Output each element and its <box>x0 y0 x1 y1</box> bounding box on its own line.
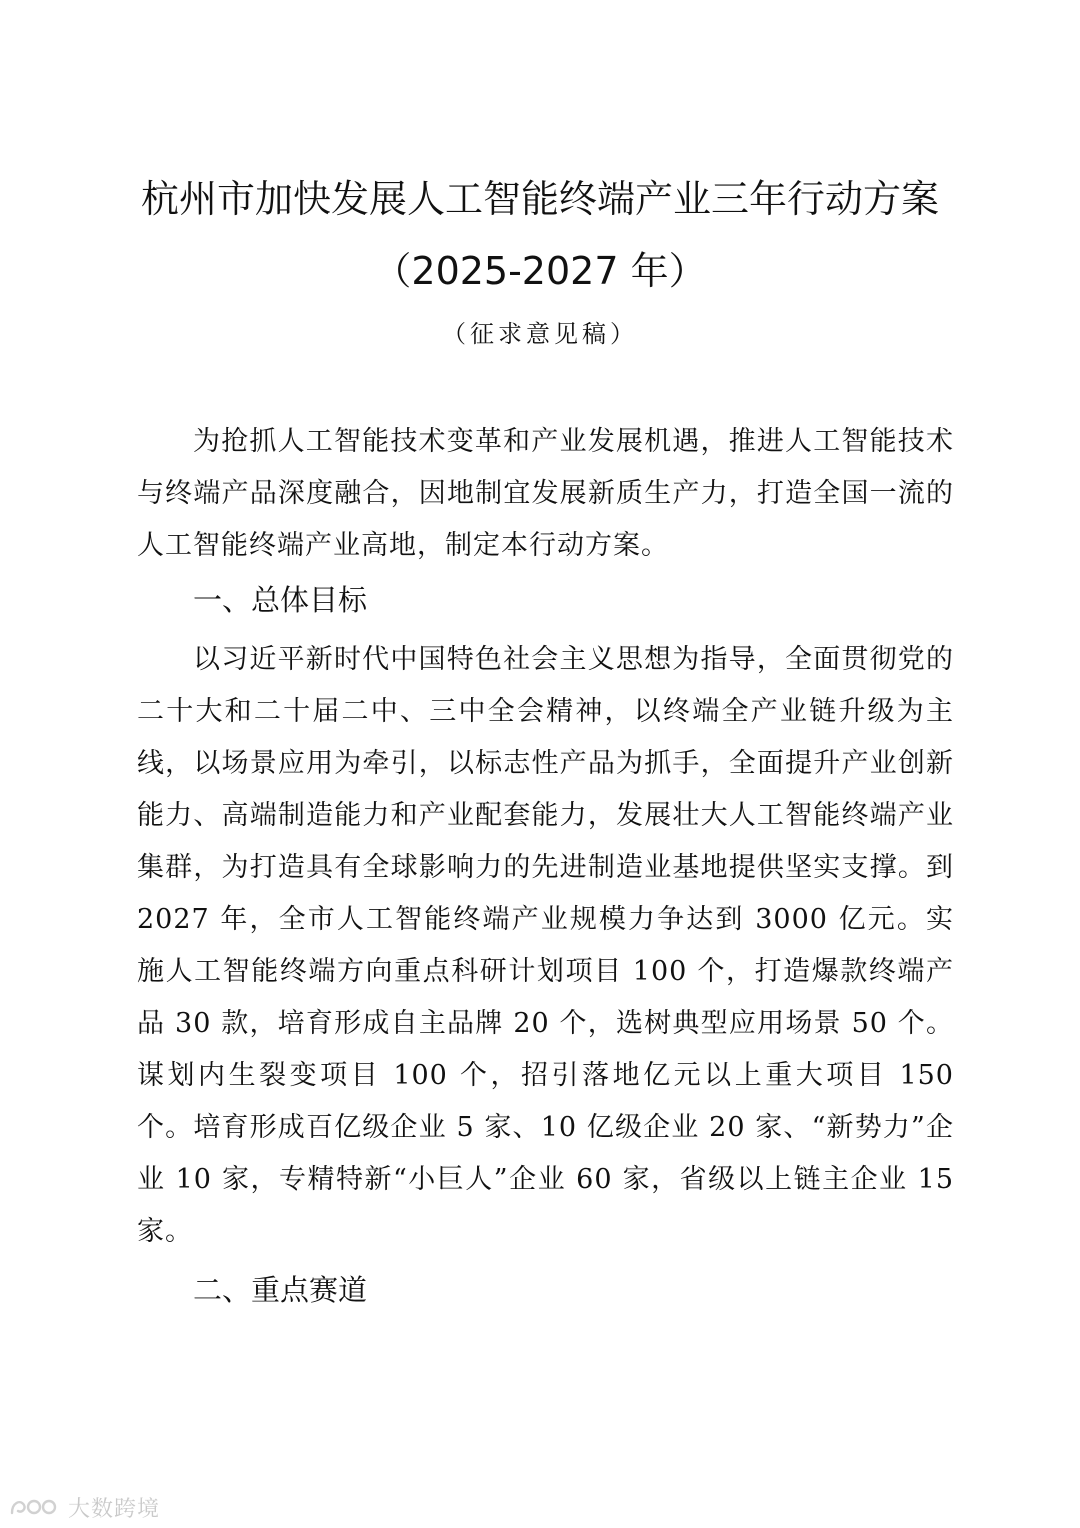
document-subtitle: （征求意见稿） <box>442 320 638 348</box>
intro-paragraph: 为抢抓人工智能技术变革和产业发展机遇，推进人工智能技术与终端产品深度融合，因地制宜发展新质生产力，打造全国一流的人工智能终端产业高地，制定本行动方案。 <box>137 426 954 561</box>
watermark <box>8 1492 160 1522</box>
overall-goals-paragraph: 以习近平新时代中国特色社会主义思想为指导，全面贯彻党的二十大和二十届二中、三中全会精神，以终端全产业链升级为主线，以场景应用为牵引，以标志性产品为抓手，全面提升产业创新能力、高端制造能力和产业配套能力，发展壮大人工智能终端产业集群，为打造具有全球影响力的先进制造业基地提供坚实支撑。到 2027 年，全市人工智能终端产业规模力争达到 3000 亿元。实施人工智能终端方向重点科研计划项目 100 个，打造爆款终端产品 30 款，培育形成自主品牌 20 个，选树典型应用场景 50 个。谋划内生裂变项目 100 个，招引落地亿元以上重大项目 150 个。培育形成百亿级企业 5 家、10 亿级企业 20 家、“新势力”企业 10 家，专精特新“小巨人”企业 60 家，省级以上链主企业 15 家。 <box>137 644 954 1247</box>
section-heading-key-tracks: 二、重点赛道 <box>193 1273 368 1307</box>
document-title-years: （2025-2027 年） <box>373 249 707 293</box>
brand-logo-icon <box>8 1495 62 1519</box>
section-heading-overall-goals: 一、总体目标 <box>193 583 368 617</box>
document-title: 杭州市加快发展人工智能终端产业三年行动方案 <box>140 177 939 221</box>
watermark-text: 大数跨境 <box>68 1496 161 1522</box>
